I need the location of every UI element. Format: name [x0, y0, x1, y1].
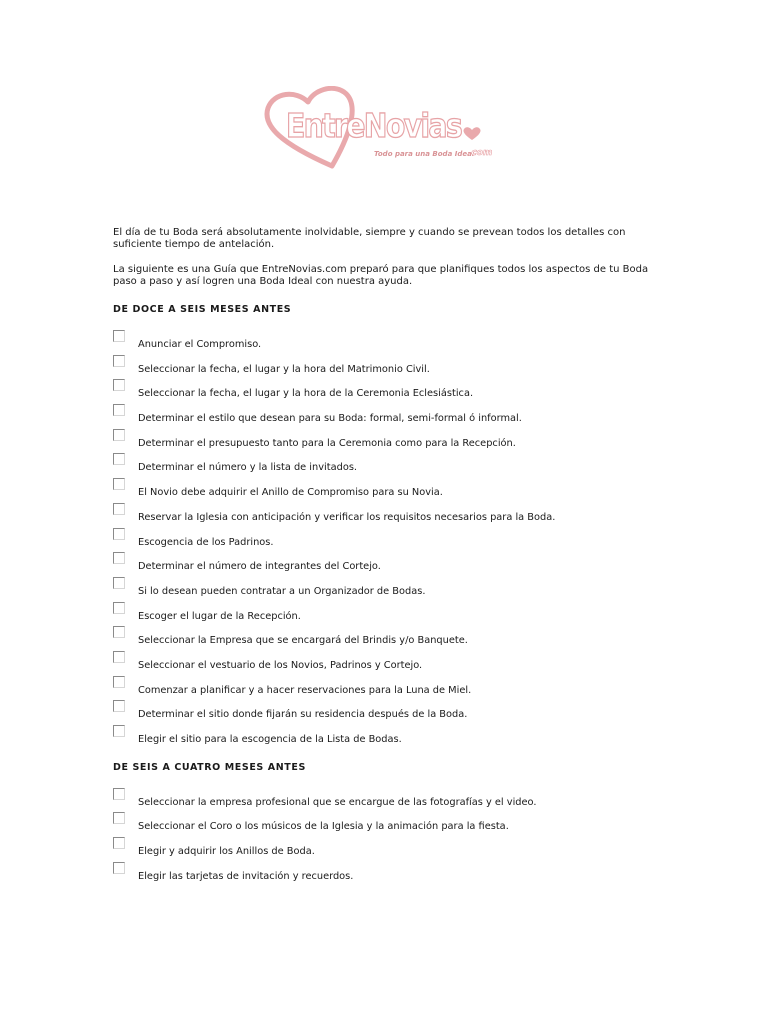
checkbox[interactable]: [113, 552, 125, 564]
section-six-to-four: [113, 762, 658, 887]
checkbox[interactable]: [113, 700, 125, 712]
section-heading: DE SEIS A CUATRO MESES ANTES: [113, 761, 306, 773]
document-body: [113, 227, 658, 886]
checkbox[interactable]: [113, 478, 125, 490]
checkbox[interactable]: [113, 788, 125, 800]
checkbox[interactable]: [113, 379, 125, 391]
checklist-item: [113, 812, 658, 837]
checklist-item: [113, 862, 658, 887]
checklist-item-label: Seleccionar el Coro o los músicos de la Iglesia y la animación para la fiesta.: [138, 821, 509, 833]
checklist-item: [113, 626, 658, 651]
checkbox[interactable]: [113, 503, 125, 515]
logo-suffix: .com: [468, 148, 493, 158]
checklist-item-label: Elegir las tarjetas de invitación y recuerdos.: [138, 870, 354, 882]
checklist-item-label: Determinar el número y la lista de invitados.: [138, 462, 358, 474]
checklist-item: [113, 602, 658, 627]
checklist-item: [113, 478, 658, 503]
checklist-item-label: Determinar el estilo que desean para su Boda: formal, semi-formal ó informal.: [138, 413, 522, 425]
checklist-item: [113, 700, 658, 725]
checklist-item-label: Elegir y adquirir los Anillos de Boda.: [138, 846, 315, 858]
checklist-item: [113, 453, 658, 478]
checklist-item: [113, 837, 658, 862]
intro-paragraph-1: El día de tu Boda será absolutamente inolvidable, siempre y cuando se prevean todos los detalles con suficiente tiempo de antelación.: [113, 227, 626, 250]
intro-paragraph-2: La siguiente es una Guía que EntreNovias.com preparó para que planifiques todos los aspectos de tu Boda paso a paso y así logren una Boda Ideal con nuestra ayuda.: [113, 264, 649, 287]
section-twelve-to-six: [113, 304, 658, 750]
checkbox[interactable]: [113, 453, 125, 465]
checkbox[interactable]: [113, 812, 125, 824]
checklist-item-label: Determinar el sitio donde fijarán su residencia después de la Boda.: [138, 709, 468, 721]
checklist-item: [113, 788, 658, 813]
checklist-item-label: Escoger el lugar de la Recepción.: [138, 610, 301, 622]
checklist-item-label: Determinar el presupuesto tanto para la Ceremonia como para la Recepción.: [138, 437, 516, 449]
checklist-item-label: Seleccionar la Empresa que se encargará del Brindis y/o Banquete.: [138, 635, 468, 647]
logo-brand-text: EntreNovias: [286, 106, 462, 145]
checkbox[interactable]: [113, 355, 125, 367]
checklist-item: [113, 404, 658, 429]
checkbox[interactable]: [113, 330, 125, 342]
checklist-item-label: Determinar el número de integrantes del Cortejo.: [138, 561, 381, 573]
checkbox[interactable]: [113, 626, 125, 638]
checklist-item-label: Escogencia de los Padrinos.: [138, 536, 274, 548]
checkbox[interactable]: [113, 862, 125, 874]
checklist-item: [113, 528, 658, 553]
checklist-item: [113, 429, 658, 454]
checkbox[interactable]: [113, 837, 125, 849]
checkbox[interactable]: [113, 404, 125, 416]
checklist-item-label: Seleccionar la fecha, el lugar y la hora de la Ceremonia Eclesiástica.: [138, 388, 474, 400]
checklist: [113, 788, 658, 887]
checklist-item-label: Anunciar el Compromiso.: [138, 339, 262, 350]
checklist-item: [113, 379, 658, 404]
checklist-item: [113, 577, 658, 602]
checklist: [113, 330, 658, 750]
checkbox[interactable]: [113, 602, 125, 614]
checklist-item-label: Reservar la Iglesia con anticipación y verificar los requisitos necesarios para la Boda.: [138, 511, 556, 523]
checklist-item: [113, 552, 658, 577]
checkbox[interactable]: [113, 651, 125, 663]
entrenovias-logo: [262, 86, 502, 172]
checklist-item: [113, 651, 658, 676]
checkbox[interactable]: [113, 577, 125, 589]
checklist-item-label: Seleccionar la fecha, el lugar y la hora del Matrimonio Civil.: [138, 363, 430, 375]
checkbox[interactable]: [113, 429, 125, 441]
checkbox[interactable]: [113, 725, 125, 737]
checklist-item: [113, 725, 658, 750]
checklist-item-label: El Novio debe adquirir el Anillo de Compromiso para su Novia.: [138, 487, 443, 499]
checklist-item: [113, 355, 658, 380]
checklist-item-label: Si lo desean pueden contratar a un Organizador de Bodas.: [138, 585, 426, 597]
checklist-item-label: Seleccionar la empresa profesional que se encargue de las fotografías y el video.: [138, 796, 537, 808]
checklist-item-label: Seleccionar el vestuario de los Novios, Padrinos y Cortejo.: [138, 659, 423, 671]
checklist-item: [113, 503, 658, 528]
checkbox[interactable]: [113, 528, 125, 540]
checklist-item: [113, 330, 658, 355]
checklist-item: [113, 676, 658, 701]
section-heading: DE DOCE A SEIS MESES ANTES: [113, 304, 292, 315]
checklist-item-label: Elegir el sitio para la escogencia de la Lista de Bodas.: [138, 734, 402, 745]
logo-tagline: Todo para una Boda Ideal: [374, 150, 475, 158]
checkbox[interactable]: [113, 676, 125, 688]
checklist-item-label: Comenzar a planificar y a hacer reservaciones para la Luna de Miel.: [138, 684, 472, 696]
